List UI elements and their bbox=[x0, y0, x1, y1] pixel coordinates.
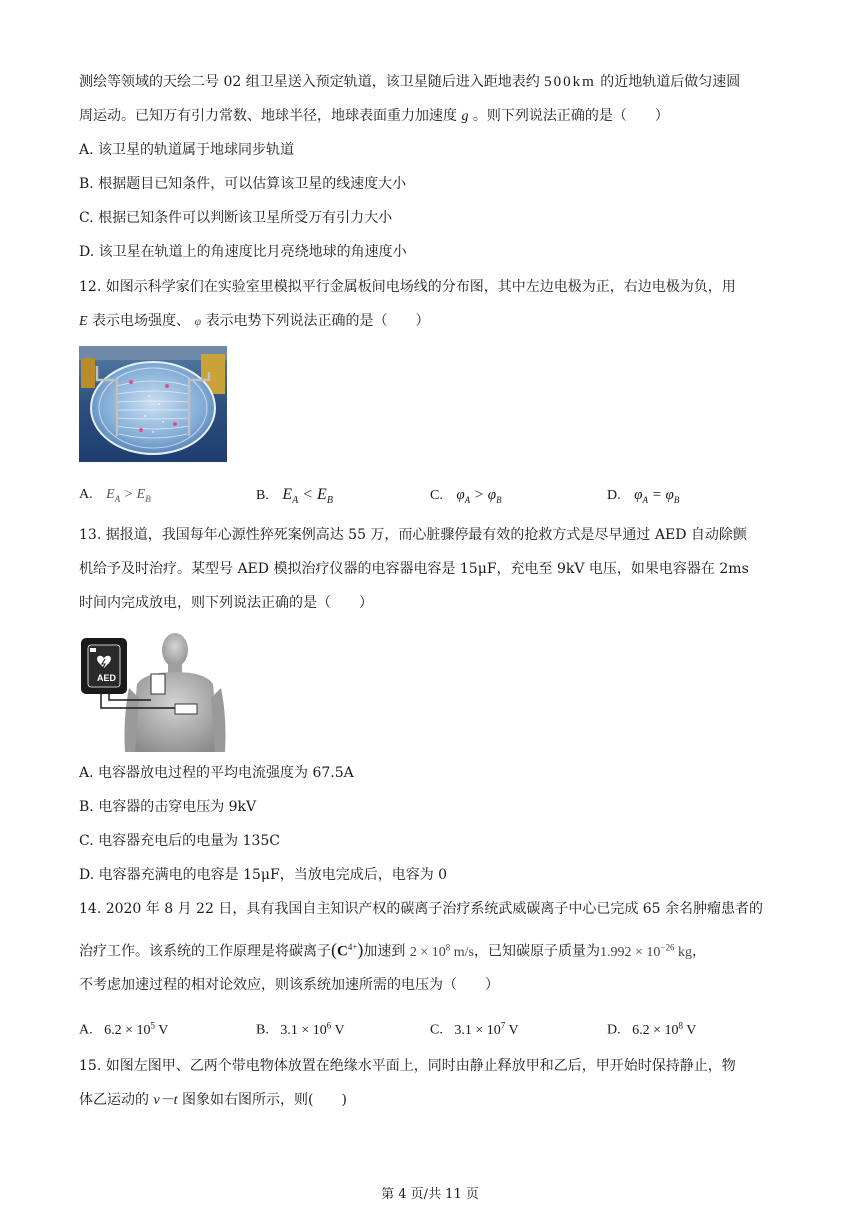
q11-option-c[interactable]: C. 根据已知条件可以判断该卫星所受万有引力大小 bbox=[79, 210, 393, 226]
q14-stem-line-2 bbox=[79, 937, 706, 963]
q14-stem-line-3: 不考虑加速过程的相对论效应，则该系统加速所需的电压为（ ） bbox=[79, 977, 499, 993]
q12-stem-text-a: 表示电场强度、 bbox=[92, 313, 191, 329]
carbon-mass-exp: −26 bbox=[660, 942, 675, 952]
q13-option-c[interactable]: C. 电容器充电后的电量为 135C bbox=[79, 833, 280, 849]
q11-stem-text-2-end: 。则下列说法正确的是（ ） bbox=[472, 108, 669, 124]
q11-option-b[interactable]: B. 根据题目已知条件，可以估算该卫星的线速度大小 bbox=[79, 176, 407, 192]
q14-option-a[interactable] bbox=[79, 1015, 168, 1041]
q15-stem-text-b: 图象如右图所示，则( ) bbox=[182, 1092, 347, 1108]
q15-stem-line-2 bbox=[79, 1090, 347, 1111]
q12-option-c[interactable] bbox=[430, 485, 502, 510]
q14-stem-line-1: 14. 2020 年 8 月 22 日，具有我国自主知识产权的碳离子治疗系统武威碳离子中心已完成 65 余名肿瘤患者的 bbox=[79, 901, 764, 917]
q11-stem-text-2: 周运动。已知万有引力常数、地球半径，地球表面重力加速度 bbox=[79, 108, 457, 124]
q12-option-a-label: A. bbox=[79, 487, 93, 502]
q12-option-a[interactable] bbox=[79, 485, 151, 509]
q14-option-d-unit: V bbox=[683, 1022, 697, 1038]
q11-stem-text-end: 的近地轨道后做匀速圆 bbox=[600, 74, 741, 90]
q12-option-b-expr: $E_A < E_B$ bbox=[282, 486, 333, 507]
q14-stem-text-d: ， bbox=[692, 943, 706, 960]
q14-option-c-base: 3.1 × 10 bbox=[454, 1022, 501, 1038]
q12-option-c-expr: $\varphi_A > \varphi_B$ bbox=[456, 487, 502, 505]
q14-option-c-exp: 7 bbox=[500, 1020, 506, 1030]
q11-stem-line-1 bbox=[79, 72, 740, 92]
q11-stem-line-2 bbox=[79, 106, 669, 127]
q14-stem-text-a: 治疗工作。该系统的工作原理是将碳离子 bbox=[79, 943, 331, 960]
q12-option-d[interactable] bbox=[607, 485, 679, 510]
q14-option-c-unit: V bbox=[505, 1022, 519, 1038]
aed-illustration bbox=[79, 628, 234, 752]
q12-option-c-label: C. bbox=[430, 488, 443, 503]
q11-option-d[interactable]: D. 该卫星在轨道上的角速度比月亮绕地球的角速度小 bbox=[79, 244, 407, 260]
q14-option-a-value bbox=[104, 1020, 169, 1038]
q13-option-a[interactable]: A. 电容器放电过程的平均电流强度为 67.5A bbox=[79, 765, 354, 781]
q13-option-d[interactable]: D. 电容器充满电的电容是 15μF，当放电完成后，电容为 0 bbox=[79, 867, 448, 883]
q13-stem-line-2: 机给予及时治疗。某型号 AED 模拟治疗仪器的电容器电容是 15μF，充电至 9kV 电压，如果电容器在 2ms bbox=[79, 561, 749, 577]
ion-paren-open: ( bbox=[331, 939, 337, 960]
q14-option-b-unit: V bbox=[331, 1022, 345, 1038]
q14-option-b-label: B. bbox=[256, 1022, 269, 1038]
q14-option-c-value bbox=[454, 1020, 519, 1038]
q14-option-d-value bbox=[632, 1020, 697, 1038]
carbon-ion-charge: 4+ bbox=[347, 942, 358, 952]
q14-stem-text-b: 加速到 bbox=[363, 943, 406, 960]
q14-stem-text-c: ，已知碳原子质量为 bbox=[474, 943, 601, 960]
q14-option-a-label: A. bbox=[79, 1022, 93, 1038]
ion-speed-base: 2 × 10 bbox=[409, 944, 446, 960]
aed-figure bbox=[79, 628, 234, 752]
q14-option-c-label: C. bbox=[430, 1022, 443, 1038]
ion-speed-exp: 8 bbox=[445, 942, 451, 952]
q11-stem-text: 测绘等领域的天绘二号 02 组卫星送入预定轨道，该卫星随后进入距地表约 bbox=[79, 74, 540, 90]
q12-option-a-expr: $E_A > E_B$ bbox=[106, 487, 151, 504]
q14-option-b-exp: 6 bbox=[326, 1020, 332, 1030]
ion-speed-unit: m/s bbox=[450, 944, 475, 960]
q12-stem-text-b: 表示电势下列说法正确的是（ ） bbox=[205, 313, 430, 329]
q14-option-d-label: D. bbox=[607, 1022, 621, 1038]
q14-option-a-base: 6.2 × 10 bbox=[104, 1022, 151, 1038]
q13-option-b[interactable]: B. 电容器的击穿电压为 9kV bbox=[79, 799, 257, 815]
electric-field-photo bbox=[79, 346, 227, 462]
q14-option-d-exp: 8 bbox=[678, 1020, 684, 1030]
q12-stem-line-1: 12. 如图示科学家们在实验室里模拟平行金属板间电场线的分布图，其中左边电极为正，右边电极为负，用 bbox=[79, 279, 736, 295]
q14-option-b-base: 3.1 × 10 bbox=[280, 1022, 327, 1038]
q14-option-b[interactable] bbox=[256, 1015, 345, 1041]
E-symbol: E bbox=[79, 314, 88, 329]
q15-stem-line-1: 15. 如图左图甲、乙两个带电物体放置在绝缘水平面上，同时由静止释放甲和乙后，甲开始时保持静止，物 bbox=[79, 1058, 736, 1074]
q13-stem-line-3: 时间内完成放电，则下列说法正确的是（ ） bbox=[79, 595, 373, 611]
q11-option-a[interactable]: A. 该卫星的轨道属于地球同步轨道 bbox=[79, 142, 295, 158]
g-symbol: g bbox=[461, 109, 469, 124]
q14-option-d[interactable] bbox=[607, 1015, 696, 1041]
phi-symbol: φ bbox=[194, 314, 202, 328]
q14-option-b-value bbox=[280, 1020, 345, 1038]
q12-stem-line-2 bbox=[79, 311, 430, 332]
q14-option-c[interactable] bbox=[430, 1015, 519, 1041]
page-number: 第 4 页/共 11 页 bbox=[381, 1187, 479, 1202]
q12-option-b-label: B. bbox=[256, 488, 269, 503]
carbon-mass-unit: kg bbox=[674, 944, 692, 960]
q12-option-d-expr: $\varphi_A = \varphi_B$ bbox=[634, 487, 680, 505]
q12-option-b[interactable] bbox=[256, 485, 333, 511]
ion-speed bbox=[409, 942, 475, 960]
carbon-mass-base: 1.992 × 10 bbox=[600, 944, 661, 960]
aed-label: AED bbox=[97, 673, 117, 683]
q15-stem-text-a: 体乙运动的 bbox=[79, 1092, 149, 1108]
q11-altitude: 500km bbox=[544, 74, 596, 90]
q14-option-a-exp: 5 bbox=[150, 1020, 156, 1030]
q12-option-d-label: D. bbox=[607, 488, 621, 503]
ion-paren-close: ) bbox=[357, 939, 364, 960]
vt-symbol: v－t bbox=[153, 1093, 178, 1108]
carbon-mass bbox=[600, 942, 692, 960]
q14-option-a-unit: V bbox=[155, 1022, 169, 1038]
q14-option-d-base: 6.2 × 10 bbox=[632, 1022, 679, 1038]
carbon-ion: C bbox=[337, 943, 348, 960]
q13-stem-line-1: 13. 据报道，我国每年心源性猝死案例高达 55 万，而心脏骤停最有效的抢救方式是尽早通过 AED 自动除颤 bbox=[79, 527, 747, 543]
